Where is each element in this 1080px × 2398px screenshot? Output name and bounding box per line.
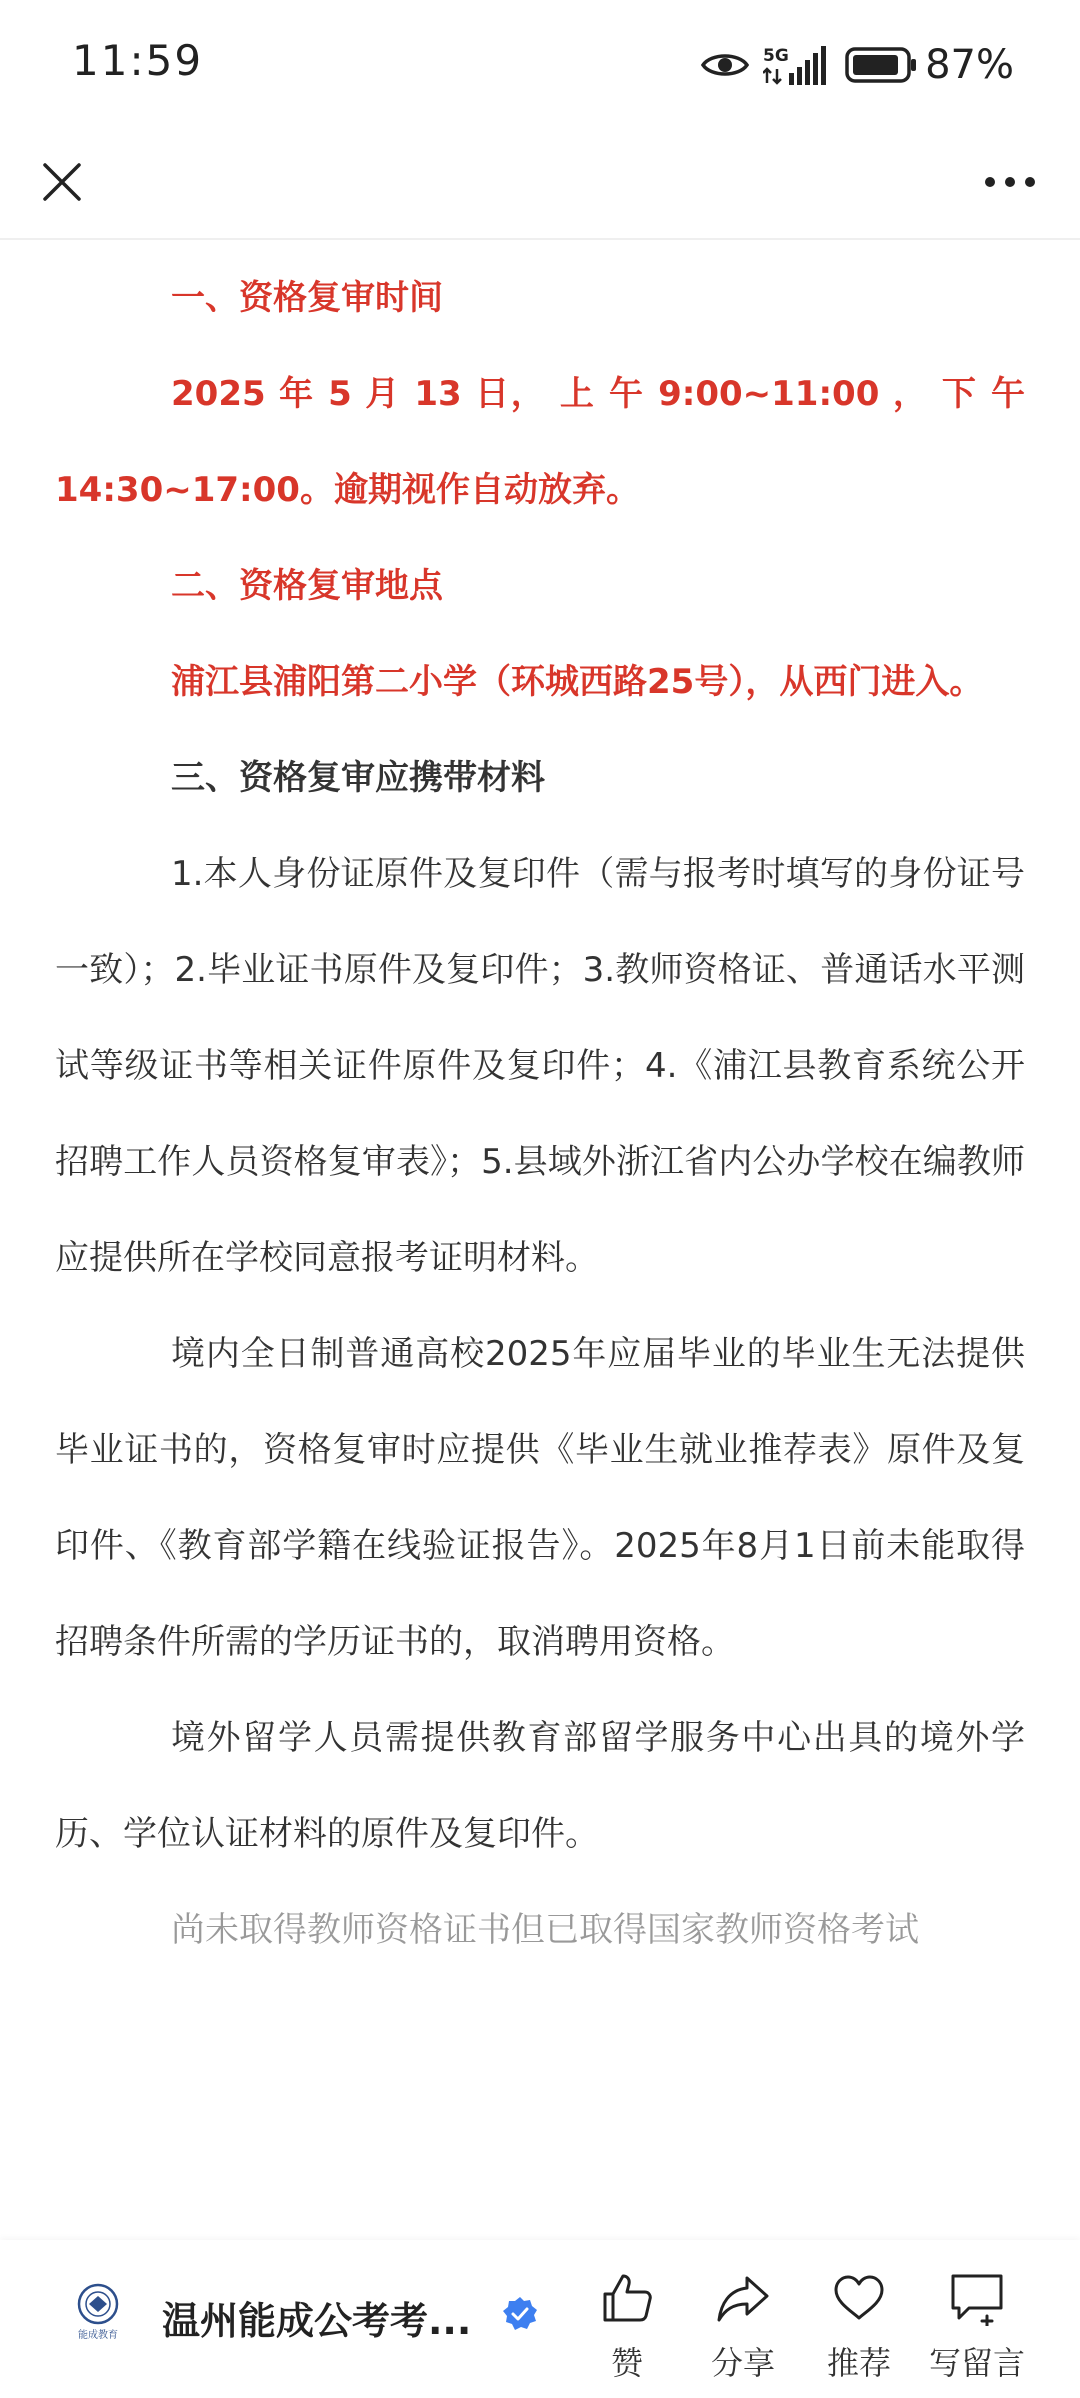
paragraph-overseas: 境外留学人员需提供教育部留学服务中心出具的境外学历、学位认证材料的原件及复印件。 (55, 1718, 1025, 1854)
comment-icon (947, 2270, 1007, 2326)
battery-icon (845, 47, 917, 83)
section-1-body: 2025 年 5 月 13 日， 上 午 9:00~11:00 ， 下 午 14:30~17:00。逾期视作自动放弃。 (55, 374, 1025, 510)
status-bar (0, 0, 1080, 130)
share-label: 分享 (710, 2344, 775, 2382)
recommend-button[interactable] (794, 2270, 924, 2384)
network-label: 5G (763, 46, 789, 66)
heart-icon (831, 2270, 887, 2326)
status-icons (701, 40, 1014, 90)
section-2-heading: 二、资格复审地点 (171, 566, 443, 606)
close-icon (42, 162, 82, 202)
paragraph-materials: 1.本人身份证原件及复印件（需与报考时填写的身份证号一致）；2.毕业证书原件及复印件；3.教师资格证、普通话水平测试等级证书等相关证件原件及复印件；4.《浦江县教育系统公开招聘工作人员资格复审表》；5.县域外浙江省内公办学校在编教师应提供所在学校同意报考证明材料。 (55, 854, 1025, 1278)
nav-bar (0, 130, 1080, 240)
thumbs-up-icon (599, 2270, 655, 2326)
signal-icon (763, 43, 829, 87)
section-3-heading: 三、资格复审应携带材料 (171, 758, 545, 798)
status-time: 11:59 (72, 36, 204, 85)
paragraph-partial: 尚未取得教师资格证书但已取得国家教师资格考试 (171, 1910, 919, 1950)
close-button[interactable] (30, 150, 94, 214)
comment-label: 写留言 (928, 2344, 1025, 2382)
more-button[interactable] (970, 150, 1050, 214)
article-content (55, 250, 1025, 2240)
eye-icon (701, 49, 749, 81)
share-button[interactable] (678, 2270, 808, 2384)
recommend-label: 推荐 (826, 2344, 891, 2382)
section-1-heading: 一、资格复审时间 (171, 278, 443, 318)
like-label: 赞 (610, 2344, 643, 2382)
account-name[interactable]: 温州能成公考考... (162, 2299, 472, 2343)
battery-percent: 87% (925, 42, 1014, 88)
section-2-body: 浦江县浦阳第二小学（环城西路25号），从西门进入。 (171, 662, 984, 702)
like-button[interactable] (562, 2270, 692, 2384)
share-icon (715, 2270, 771, 2326)
account-logo[interactable] (72, 2282, 124, 2342)
paragraph-graduates: 境内全日制普通高校2025年应届毕业的毕业生无法提供毕业证书的，资格复审时应提供《毕业生就业推荐表》原件及复印件、《教育部学籍在线验证报告》。2025年8月1日前未能取得招聘条件所需的学历证书的，取消聘用资格。 (55, 1334, 1025, 1662)
bottom-bar (0, 2240, 1080, 2398)
comment-button[interactable] (912, 2270, 1042, 2384)
more-icon (984, 176, 1036, 188)
verified-icon (502, 2296, 538, 2332)
logo-text: 能成教育 (78, 2330, 118, 2341)
